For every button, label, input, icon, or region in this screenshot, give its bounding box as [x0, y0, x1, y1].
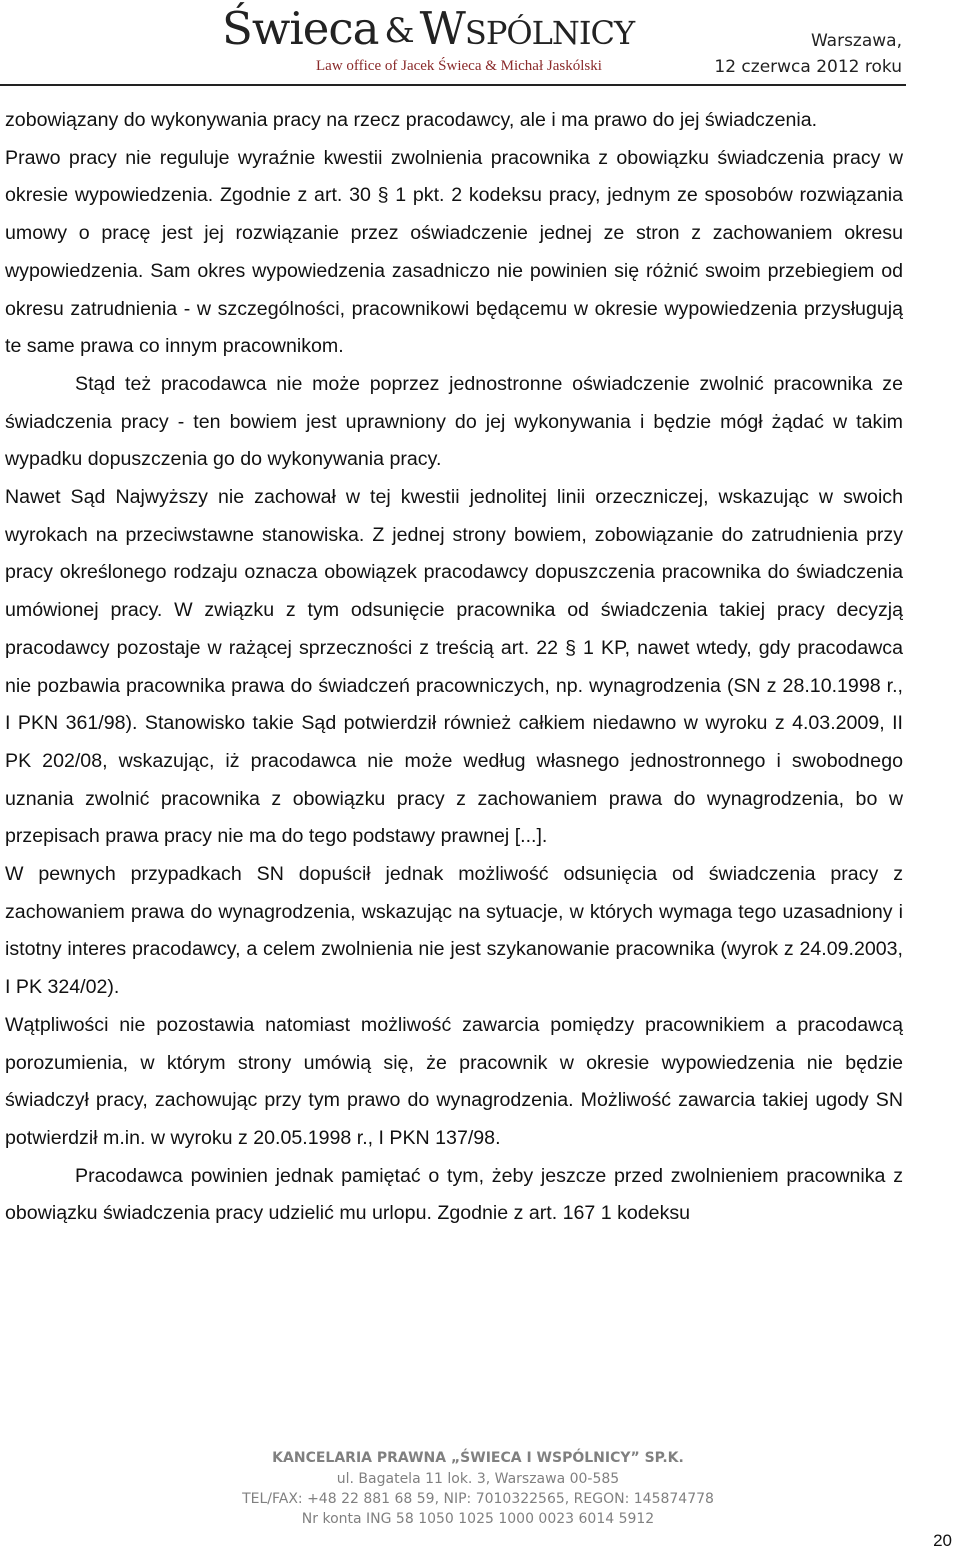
- place: Warszawa,: [810, 31, 902, 51]
- page-footer: [0, 1447, 960, 1529]
- logo-word-wspolnicy: Wspólnicy: [419, 2, 635, 55]
- paragraph: Pracodawca powinien jednak pamiętać o tym, żeby jeszcze przed zwolnieniem pracownika z obowiązku świadczenia pracy udzielić mu urlopu. Zgodnie z art. 167 1 kodeksu: [5, 1164, 903, 1225]
- law-firm-logo: [222, 0, 702, 80]
- document-body: [5, 102, 903, 1233]
- footer-contact: TEL/FAX: +48 22 881 68 59, NIP: 7010322565, REGON: 145874778: [242, 1491, 714, 1507]
- logo-wordmark: [222, 4, 634, 56]
- paragraph: Stąd też pracodawca nie może poprzez jednostronne oświadczenie zwolnić pracownika ze świadczenia pracy - ten bowiem jest uprawniony do jej wykonywania i będzie mógł żądać w takim wypadku dopuszczenia go do wykonywania pracy.: [5, 372, 903, 471]
- header-divider: [0, 84, 906, 86]
- paragraph: zobowiązany do wykonywania pracy na rzecz pracodawcy, ale i ma prawo do jej świadczenia.: [5, 109, 818, 131]
- logo-subtitle: Law office of Jacek Świeca & Michał Jaskólski: [316, 58, 602, 74]
- page-number: 20: [933, 1531, 952, 1550]
- logo-word-swieca: Świeca: [222, 2, 379, 55]
- footer-bank-account: Nr konta ING 58 1050 1025 1000 0023 6014 5912: [301, 1511, 655, 1527]
- place-and-date: [714, 28, 902, 80]
- logo-ampersand: &: [384, 11, 414, 51]
- date: 12 czerwca 2012 roku: [714, 57, 902, 77]
- paragraph: Nawet Sąd Najwyższy nie zachował w tej kwestii jednolitej linii orzeczniczej, wskazując w swoich wyrokach na przeciwstawne stanowiska. Z jednej strony bowiem, zobowiązanie do zatrudnienia przy pracy określonego rodzaju oznacza obowiązek pracodawcy dopuszczenia pracownika do świadczenia umówionej pracy. W związku z tym odsunięcie pracownika od świadczenia takiej pracy decyzją pracodawcy pozostaje w rażącej sprzeczności z treścią art. 22 § 1 KP, nawet wtedy, gdy pracodawca nie pozbawia pracownika prawa do świadczeń pracowniczych, np. wynagrodzenia (SN z 28.10.1998 r., I PKN 361/98). Stanowisko takie Sąd potwierdził również całkiem niedawno w wyroku z 4.03.2009, II PK 202/08, wskazując, iż pracodawca nie może według własnego jednostronnego i swobodnego uznania zwolnić pracownika z obowiązku pracy z zachowaniem prawa do wynagrodzenia, bo w przepisach prawa pracy nie ma do tego podstawy prawnej [...].: [5, 486, 903, 848]
- paragraph: W pewnych przypadkach SN dopuścił jednak możliwość odsunięcia od świadczenia pracy z zachowaniem prawa do wynagrodzenia, wskazując na sytuacje, w których wymaga tego uzasadniony i istotny interes pracodawcy, a celem zwolnienia nie jest szykanowanie pracownika (wyrok z 24.09.2003, I PK 324/02).: [5, 863, 903, 999]
- paragraph: Prawo pracy nie reguluje wyraźnie kwestii zwolnienia pracownika z obowiązku świadczenia pracy w okresie wypowiedzenia. Zgodnie z art. 30 § 1 pkt. 2 kodeksu pracy, jednym ze sposobów rozwiązania umowy o pracę jest jej rozwiązanie przez oświadczenie jednej ze stron z zachowaniem okresu wypowiedzenia. Sam okres wypowiedzenia zasadniczo nie powinien się różnić swoim przebiegiem od okresu zatrudnienia - w szczególności, pracownikowi będącemu w okresie wypowiedzenia przysługują te same prawa co innym pracownikom.: [5, 146, 903, 358]
- footer-firm-name: KANCELARIA PRAWNA „ŚWIECA I WSPÓLNICY” SP.K.: [272, 1450, 684, 1466]
- footer-address: ul. Bagatela 11 lok. 3, Warszawa 00-585: [336, 1471, 620, 1487]
- page-header: [0, 0, 960, 88]
- paragraph: Wątpliwości nie pozostawia natomiast możliwość zawarcia pomiędzy pracownikiem a pracodawcą porozumienia, w którym strony umówią się, że pracownik w okresie wypowiedzenia nie będzie świadczył pracy, zachowując przy tym prawo do wynagrodzenia. Możliwość zawarcia takiej ugody SN potwierdził m.in. w wyroku z 20.05.1998 r., I PKN 137/98.: [5, 1013, 903, 1149]
